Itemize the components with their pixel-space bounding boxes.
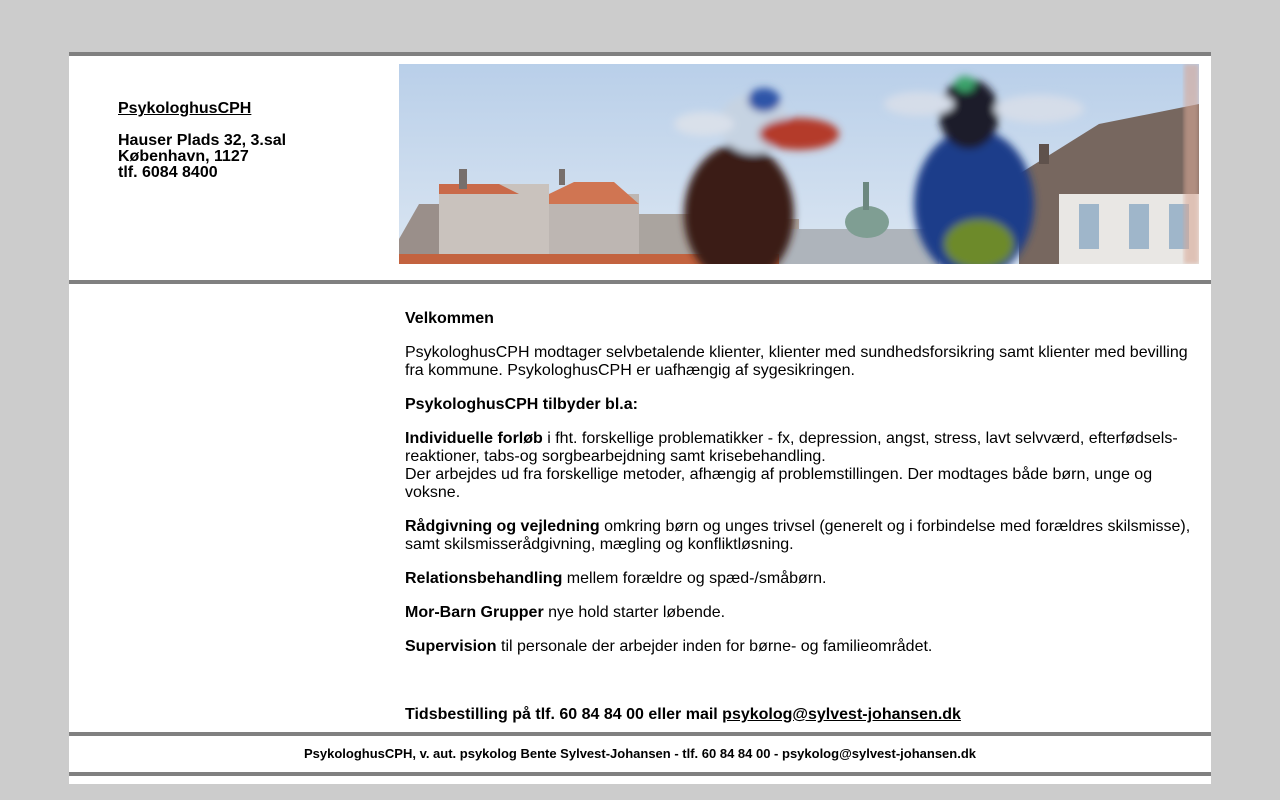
service-counseling (405, 518, 1197, 554)
service-title: Relationsbehandling (405, 570, 563, 587)
main-content (405, 310, 1197, 740)
contact-block (118, 101, 378, 181)
booking-text: Tidsbestilling på tlf. 60 84 84 00 eller mail (405, 706, 723, 723)
service-title: Supervision (405, 638, 497, 655)
address-line-2: København, 1127 (118, 148, 249, 165)
service-title: Individuelle forløb (405, 430, 543, 447)
footer-bottom-divider (69, 772, 1211, 776)
service-groups (405, 604, 1197, 622)
offers-heading: PsykologhusCPH tilbyder bl.a: (405, 396, 638, 413)
service-extra: Der arbejdes ud fra forskellige metoder, afhængig af problemstillingen. Der modtages både børn, unge og voksne. (405, 466, 1153, 501)
header-divider (69, 280, 1211, 284)
service-supervision (405, 638, 1197, 656)
service-text: i fht. forskellige problematikker - fx, depression, angst, stress, lavt selvværd, efterfødsels-reaktioner, tabs-og sorgbearbejdning samt krisebehandling. (405, 430, 1178, 465)
service-text: mellem forældre og spæd-/småbørn. (562, 570, 827, 587)
service-title: Mor-Barn Grupper (405, 604, 544, 621)
service-text: omkring børn og unges trivsel (generelt og i forbindelse med forældres skilsmisse), samt skilsmisserådgivning, mægling og konfliktløsning. (405, 518, 1191, 553)
service-text: til personale der arbejder inden for børne- og familieområdet. (496, 638, 933, 655)
site-name-link[interactable]: PsykologhusCPH (118, 100, 252, 117)
service-individual (405, 430, 1197, 502)
address-line-1: Hauser Plads 32, 3.sal (118, 132, 287, 149)
page-container (69, 52, 1211, 784)
booking-email-link[interactable]: psykolog@sylvest-johansen.dk (722, 706, 961, 723)
service-relations (405, 570, 1197, 588)
footer-text: PsykologhusCPH, v. aut. psykolog Bente Sylvest-Johansen - tlf. 60 84 84 00 - psykolog@sylvest-johansen.dk (303, 746, 977, 761)
top-divider (69, 52, 1211, 56)
phone-number: tlf. 6084 8400 (118, 164, 218, 181)
service-text: nye hold starter løbende. (543, 604, 726, 621)
intro-paragraph: PsykologhusCPH modtager selvbetalende klienter, klienter med sundhedsforsikring samt klienter med bevilling fra kommune. PsykologhusCPH er uafhængig af sygesikringen. (405, 344, 1188, 379)
header-banner-image (399, 64, 1199, 264)
welcome-heading: Velkommen (405, 310, 494, 327)
service-title: Rådgivning og vejledning (405, 518, 600, 535)
booking-line (405, 706, 1197, 724)
